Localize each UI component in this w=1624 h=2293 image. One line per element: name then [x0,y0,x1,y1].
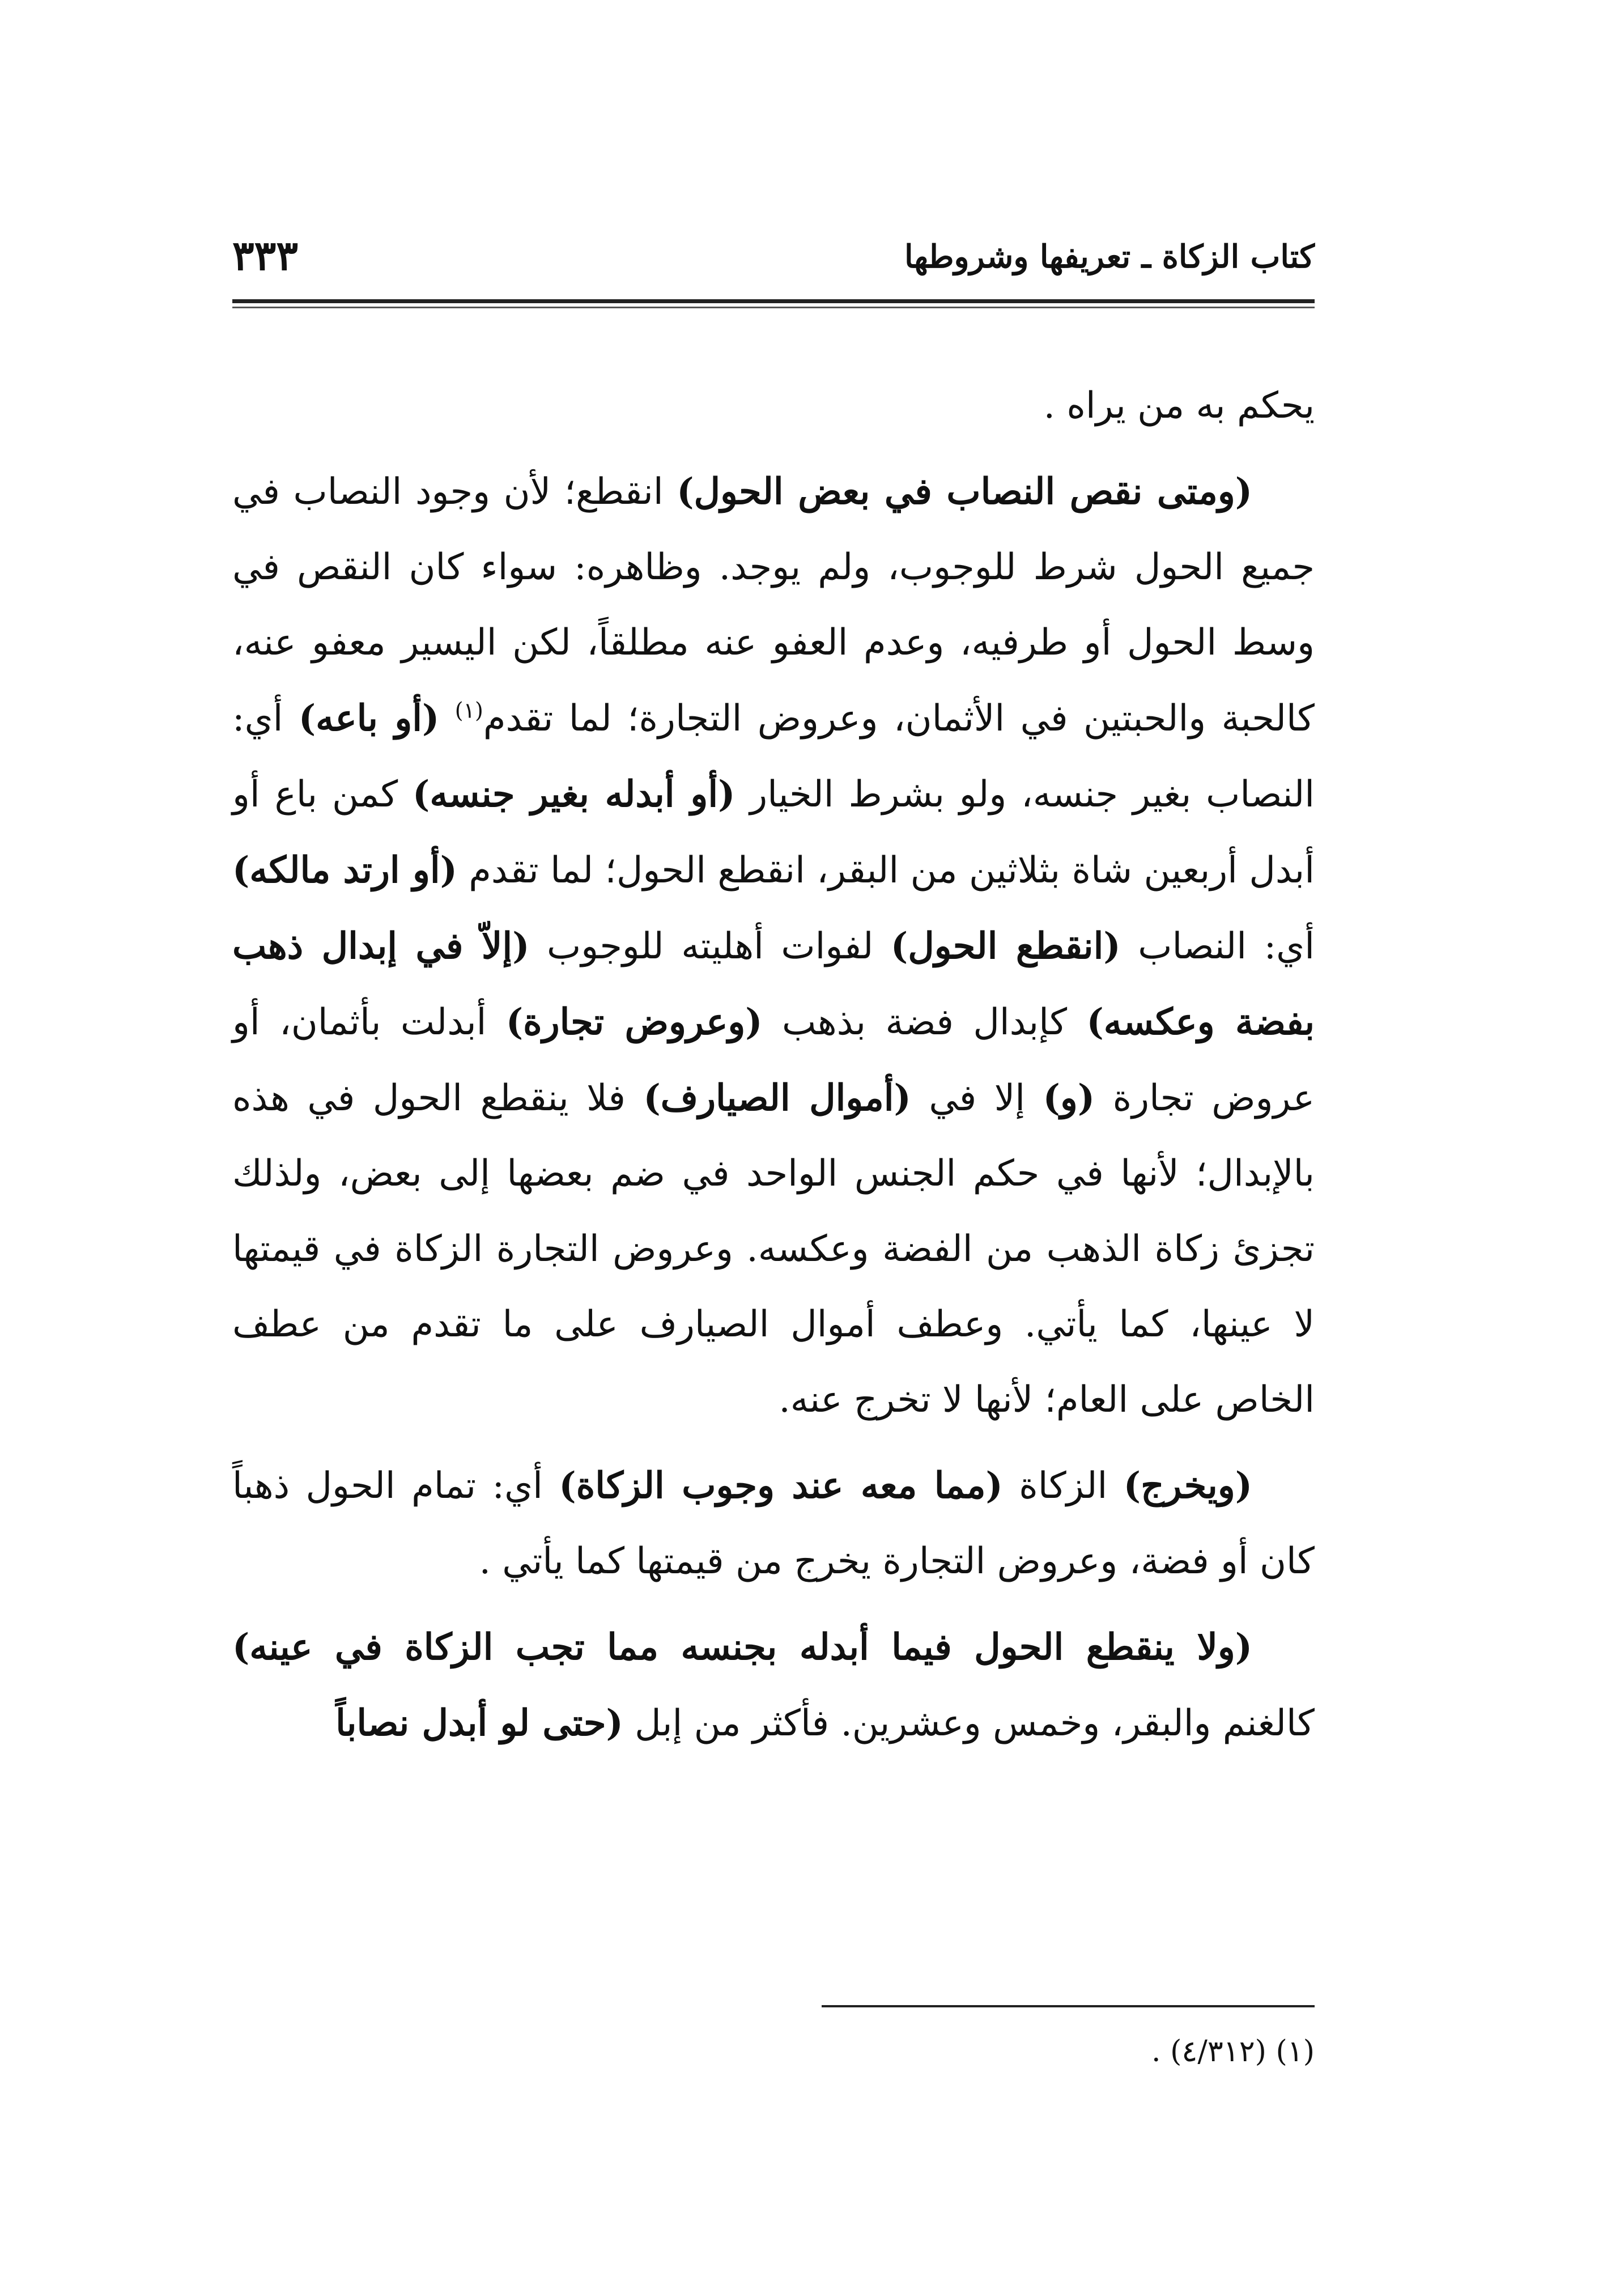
commentary-text: أي: تمام الحول ذهباً كان أو فضة، وعروض التجارة يخرج من قيمتها كما يأتي . [232,1465,1315,1582]
commentary-text: لفوات أهليته للوجوب [529,925,891,967]
paragraph [232,1610,1315,1761]
header-double-rule [232,299,1315,308]
bold-matn-text: (أو ارتد مالكه) [232,849,457,891]
page-header [232,227,1315,300]
bold-matn-text: (أو باعه) [298,697,440,740]
main-text [232,368,1315,1761]
bold-matn-text: (ولا ينقطع الحول فيما أبدله بجنسه مما تجب الزكاة في عينه) [232,1626,1252,1668]
bold-matn-text: (أو أبدله بغير جنسه) [413,773,736,816]
bold-matn-text: (وعروض تجارة) [505,1001,763,1043]
commentary-text [439,698,454,740]
commentary-text: كإبدال فضة بذهب [762,1001,1087,1043]
bold-matn-text: (إلاّ في إبدال ذهب بفضة وعكسه) [232,925,1315,1043]
paragraph [232,1448,1315,1599]
commentary-text: أبدلت بأثمان، أو عروض تجارة [232,1001,1315,1119]
page-number: ٣٣٣ [232,231,299,279]
bold-matn-text: (مما معه عند وجوب الزكاة) [559,1464,1003,1507]
commentary-text: أي: النصاب بغير جنسه، ولو بشرط الخيار [232,698,1315,816]
bold-matn-text: (أموال الصيارف) [643,1077,911,1119]
paragraph [232,454,1315,1438]
bold-matn-text: (انقطع الحول) [890,925,1121,967]
running-title: كتاب الزكاة ـ تعريفها وشروطها [904,238,1315,275]
footnote: (١) (٤/٣١٢) . [1151,2035,1315,2069]
commentary-text: أي: النصاب [1120,925,1315,967]
paragraph [232,368,1315,444]
footnote-separator [822,2005,1315,2007]
commentary-text: كالغنم والبقر، وخمس وعشرين. فأكثر من إبل [623,1702,1315,1744]
footnote-marker: (١) [454,698,483,723]
commentary-text: إلا في [911,1077,1043,1119]
commentary-text: كمن باع أو أبدل أربعين شاة بثلاثين من البقر، انقطع الحول؛ لما تقدم [232,774,1315,891]
bold-matn-text: (ومتى نقص النصاب في بعض الحول) [677,470,1252,513]
commentary-text: يحكم به من يراه . [1043,385,1315,427]
commentary-text: فلا ينقطع الحول في هذه بالإبدال؛ لأنها في حكم الجنس الواحد في ضم بعضها إلى بعض، ولذلك تجزئ زكاة الذهب من الفضة وعكسه. وعروض التجارة الزكاة في قيمتها لا عينها، كما يأتي. وعطف أموال الصيارف على ما تقدم من عطف الخاص على العام؛ لأنها لا تخرج عنه. [232,1077,1315,1421]
bold-matn-text: (ويخرج) [1123,1464,1253,1507]
commentary-text: الزكاة [1002,1465,1124,1507]
bold-matn-text: (و) [1043,1077,1095,1119]
commentary-text: انقطع؛ لأن وجود النصاب في جميع الحول شرط للوجوب، ولم يوجد. وظاهره: سواء كان النقص في وسط الحول أو طرفيه، وعدم العفو عنه مطلقاً، لكن اليسير معفو عنه، كالحبة والحبتين في الأثمان، وعروض التجارة؛ لما تقدم [232,471,1315,740]
bold-matn-text: (حتى لو أبدل نصاباً [335,1702,623,1744]
